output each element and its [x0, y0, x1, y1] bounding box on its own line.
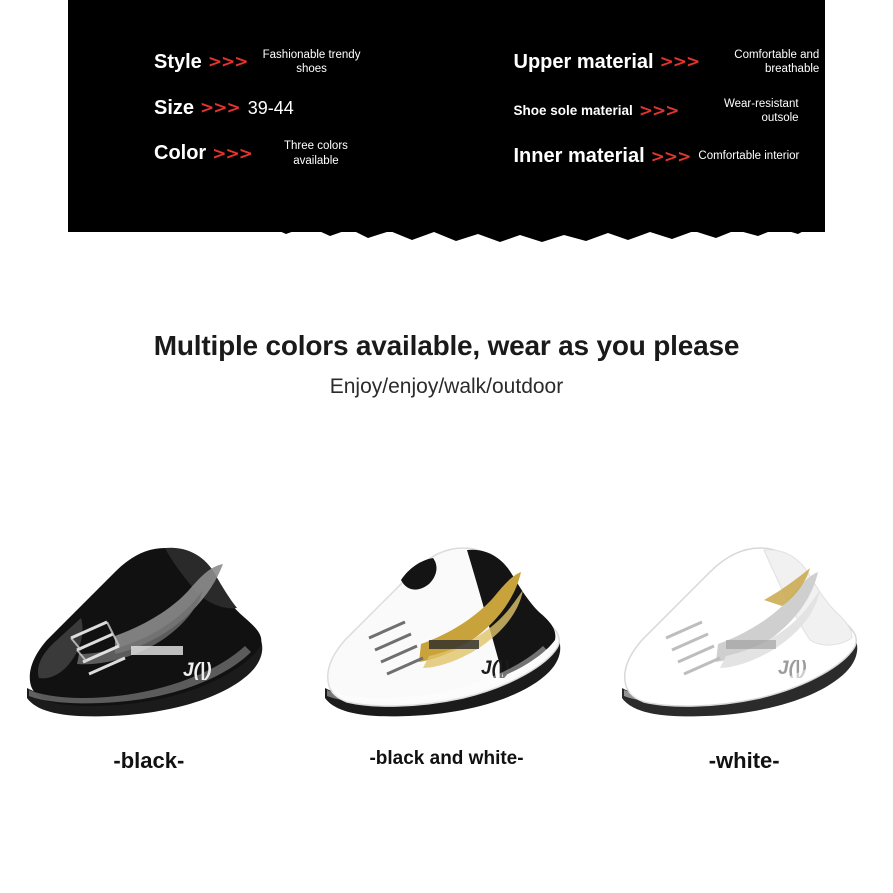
- shoe-caption-black-and-white: -black and white-: [369, 748, 524, 769]
- arrow-icon: >>>: [638, 100, 679, 121]
- spec-row-color: [154, 139, 466, 168]
- page-headline: Multiple colors available, wear as you please: [153, 330, 740, 361]
- spec-value-color: Three colors available: [283, 140, 348, 167]
- shoe-gallery: [0, 440, 893, 860]
- arrow-icon: >>>: [659, 52, 700, 73]
- spec-value-upper-material: Comfortable and breathable: [734, 49, 820, 76]
- sneaker-icon: [317, 440, 577, 740]
- arrow-icon: >>>: [200, 98, 240, 118]
- spec-label-size: Size: [154, 96, 195, 119]
- specification-columns: [68, 30, 825, 190]
- sneaker-icon: [614, 440, 874, 740]
- spec-value-inner-material: Comfortable interior: [698, 150, 800, 163]
- spec-label-sole-material: Shoe sole material: [513, 103, 633, 119]
- spec-value-style: Fashionable trendy shoes: [262, 49, 361, 76]
- specification-panel: [68, 0, 825, 232]
- svg-text:J(|): J(|): [182, 660, 212, 681]
- spec-row-upper-material: [514, 48, 826, 77]
- shoe-caption-black: -black-: [113, 748, 185, 773]
- shoe-card-black[interactable]: [0, 440, 298, 860]
- spec-value-sole-material: Wear-resistant outsole: [723, 97, 799, 124]
- svg-text:J(|): J(|): [778, 658, 807, 679]
- spec-row-inner-material: [514, 145, 826, 168]
- spec-row-sole-material: [514, 97, 826, 126]
- spec-label-color: Color: [154, 142, 207, 165]
- shoe-caption-white: -white-: [708, 748, 780, 773]
- svg-text:J(|): J(|): [480, 658, 510, 679]
- spec-label-style: Style: [154, 50, 202, 73]
- spec-row-style: [154, 48, 466, 77]
- sneaker-icon: [19, 440, 279, 740]
- arrow-icon: >>>: [650, 146, 691, 167]
- spec-label-upper-material: Upper material: [513, 50, 654, 73]
- arrow-icon: >>>: [212, 143, 252, 164]
- spec-column-right: [466, 30, 826, 190]
- spec-column-left: [68, 30, 466, 190]
- page-subheadline: Enjoy/enjoy/walk/outdoor: [329, 375, 564, 398]
- spec-label-inner-material: Inner material: [513, 145, 645, 167]
- arrow-icon: >>>: [207, 52, 248, 73]
- spec-value-size: 39-44: [247, 97, 294, 118]
- shoe-card-white[interactable]: [595, 440, 893, 860]
- spec-row-size: [154, 97, 466, 120]
- shoe-card-black-and-white[interactable]: [298, 440, 596, 860]
